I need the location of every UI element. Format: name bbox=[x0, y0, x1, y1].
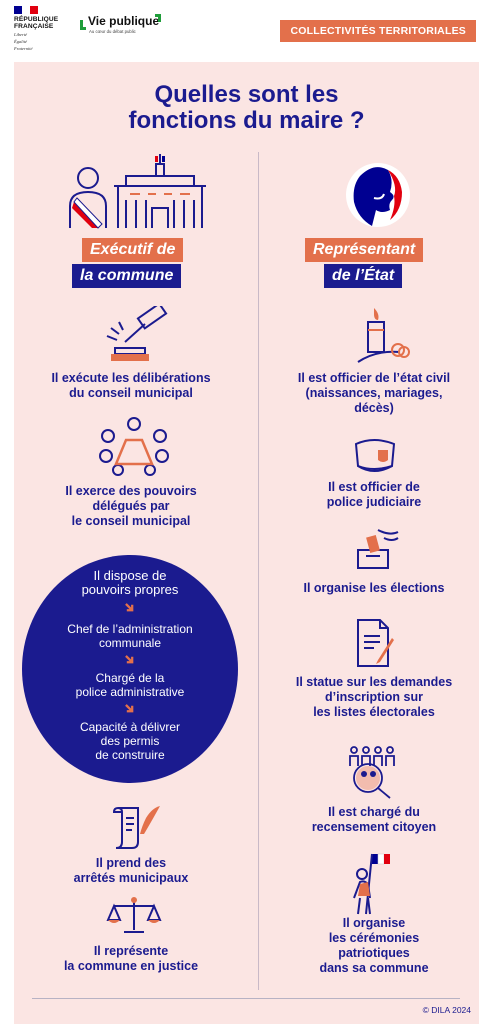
left-item-3-line-1: Il prend des bbox=[95, 856, 167, 870]
logo-corner-right-icon bbox=[155, 14, 161, 22]
right-item-6 bbox=[270, 916, 478, 976]
left-item-1-line-2: du conseil municipal bbox=[69, 386, 193, 400]
candle-rings-icon bbox=[350, 306, 410, 364]
left-item-4-line-2: la commune en justice bbox=[63, 959, 199, 973]
right-item-6-line-1: Il organise bbox=[342, 916, 406, 930]
motto-egalite: Égalité bbox=[14, 39, 27, 44]
french-flag-icon bbox=[14, 6, 38, 14]
page-title bbox=[0, 82, 493, 134]
council-meeting-icon bbox=[98, 414, 170, 476]
circle-point-1-line-2: communale bbox=[98, 636, 162, 650]
footer-divider bbox=[32, 998, 460, 999]
police-cap-icon bbox=[352, 436, 398, 476]
right-item-6-line-3: patriotiques bbox=[338, 946, 410, 960]
left-item-1-line-1: Il exécute les délibérations bbox=[51, 371, 211, 385]
circle-point-1 bbox=[22, 622, 238, 650]
mayor-townhall-icon bbox=[64, 152, 212, 232]
right-item-3 bbox=[270, 581, 478, 596]
circle-point-1-line-1: Chef de l’administration bbox=[67, 622, 193, 636]
ballot-box-icon bbox=[354, 528, 400, 570]
right-item-6-line-2: les cérémonies bbox=[328, 931, 420, 945]
republique-line: RÉPUBLIQUE bbox=[14, 16, 59, 23]
vie-publique-subtitle: Au cœur du débat public bbox=[89, 29, 136, 34]
right-item-1 bbox=[270, 371, 478, 416]
left-item-2 bbox=[40, 484, 222, 529]
column-divider bbox=[258, 152, 259, 990]
motto-liberte: Liberté bbox=[14, 32, 27, 37]
left-item-3 bbox=[40, 856, 222, 886]
executif-heading-line2: la commune bbox=[72, 264, 181, 288]
header bbox=[0, 0, 493, 62]
motto-fraternite: Fraternité bbox=[14, 46, 33, 51]
right-item-5-line-1: Il est chargé du bbox=[328, 805, 420, 819]
census-magnifier-icon bbox=[346, 744, 402, 800]
vie-publique-title: Vie publique bbox=[88, 14, 160, 28]
representant-heading-line2: de l’État bbox=[324, 264, 402, 288]
copyright: © DILA 2024 bbox=[422, 1005, 471, 1015]
circle-intro bbox=[22, 569, 238, 597]
circle-intro-line-2: pouvoirs propres bbox=[81, 582, 179, 597]
right-item-5-line-2: recensement citoyen bbox=[311, 820, 437, 834]
right-item-4-line-2: d’inscription sur bbox=[325, 690, 423, 704]
vie-publique-logo[interactable] bbox=[80, 14, 170, 40]
logo-corner-left-icon bbox=[80, 20, 86, 30]
right-item-1-line-2: (naissances, mariages, bbox=[305, 386, 443, 400]
right-item-3-line-1: Il organise les élections bbox=[303, 581, 445, 595]
francaise-line: FRANÇAISE bbox=[14, 23, 54, 30]
down-right-arrow-icon bbox=[125, 603, 134, 612]
right-item-4-line-1: Il statue sur les demandes bbox=[295, 675, 453, 689]
executif-heading-line1: Exécutif de bbox=[82, 238, 183, 262]
title-line-2: fonctions du maire ? bbox=[128, 107, 365, 134]
flag-bearer-icon bbox=[350, 852, 400, 916]
down-right-arrow-icon bbox=[125, 655, 134, 664]
right-item-6-line-4: dans sa commune bbox=[319, 961, 429, 975]
right-item-2-line-2: police judiciaire bbox=[326, 495, 422, 509]
circle-point-3-line-1: Capacité à délivrer bbox=[79, 720, 181, 734]
title-line-1: Quelles sont les bbox=[154, 81, 339, 108]
left-item-2-line-2: délégués par bbox=[92, 499, 170, 513]
circle-intro-line-1: Il dispose de bbox=[93, 568, 167, 583]
circle-point-3 bbox=[22, 720, 238, 762]
right-item-2-line-1: Il est officier de bbox=[328, 480, 420, 494]
right-item-1-line-3: décès) bbox=[354, 401, 394, 415]
right-item-1-line-1: Il est officier de l’état civil bbox=[297, 371, 451, 385]
right-item-5 bbox=[270, 805, 478, 835]
circle-point-2-line-1: Chargé de la bbox=[95, 671, 165, 685]
circle-point-2 bbox=[22, 671, 238, 699]
document-pen-icon bbox=[354, 618, 396, 668]
marianne-icon bbox=[344, 162, 412, 228]
left-item-4 bbox=[40, 944, 222, 974]
scroll-quill-icon bbox=[112, 802, 162, 850]
circle-point-2-line-2: police administrative bbox=[75, 685, 185, 699]
gavel-icon bbox=[105, 306, 171, 364]
republique-francaise-logo bbox=[14, 6, 74, 51]
left-item-2-line-3: le conseil municipal bbox=[71, 514, 191, 528]
circle-point-3-line-2: des permis bbox=[100, 734, 160, 748]
representant-heading-line1: Représentant bbox=[305, 238, 423, 262]
right-item-4-line-3: les listes électorales bbox=[313, 705, 435, 719]
left-item-1 bbox=[40, 371, 222, 401]
category-badge[interactable]: COLLECTIVITÉS TERRITORIALES bbox=[280, 20, 476, 42]
right-item-4 bbox=[270, 675, 478, 720]
circle-point-3-line-3: de construire bbox=[95, 748, 165, 762]
left-item-4-line-1: Il représente bbox=[93, 944, 169, 958]
left-item-2-line-1: Il exerce des pouvoirs bbox=[65, 484, 197, 498]
scales-icon bbox=[106, 896, 162, 936]
down-right-arrow-icon bbox=[125, 704, 134, 713]
right-item-2 bbox=[270, 480, 478, 510]
left-item-3-line-2: arrêtés municipaux bbox=[73, 871, 189, 885]
